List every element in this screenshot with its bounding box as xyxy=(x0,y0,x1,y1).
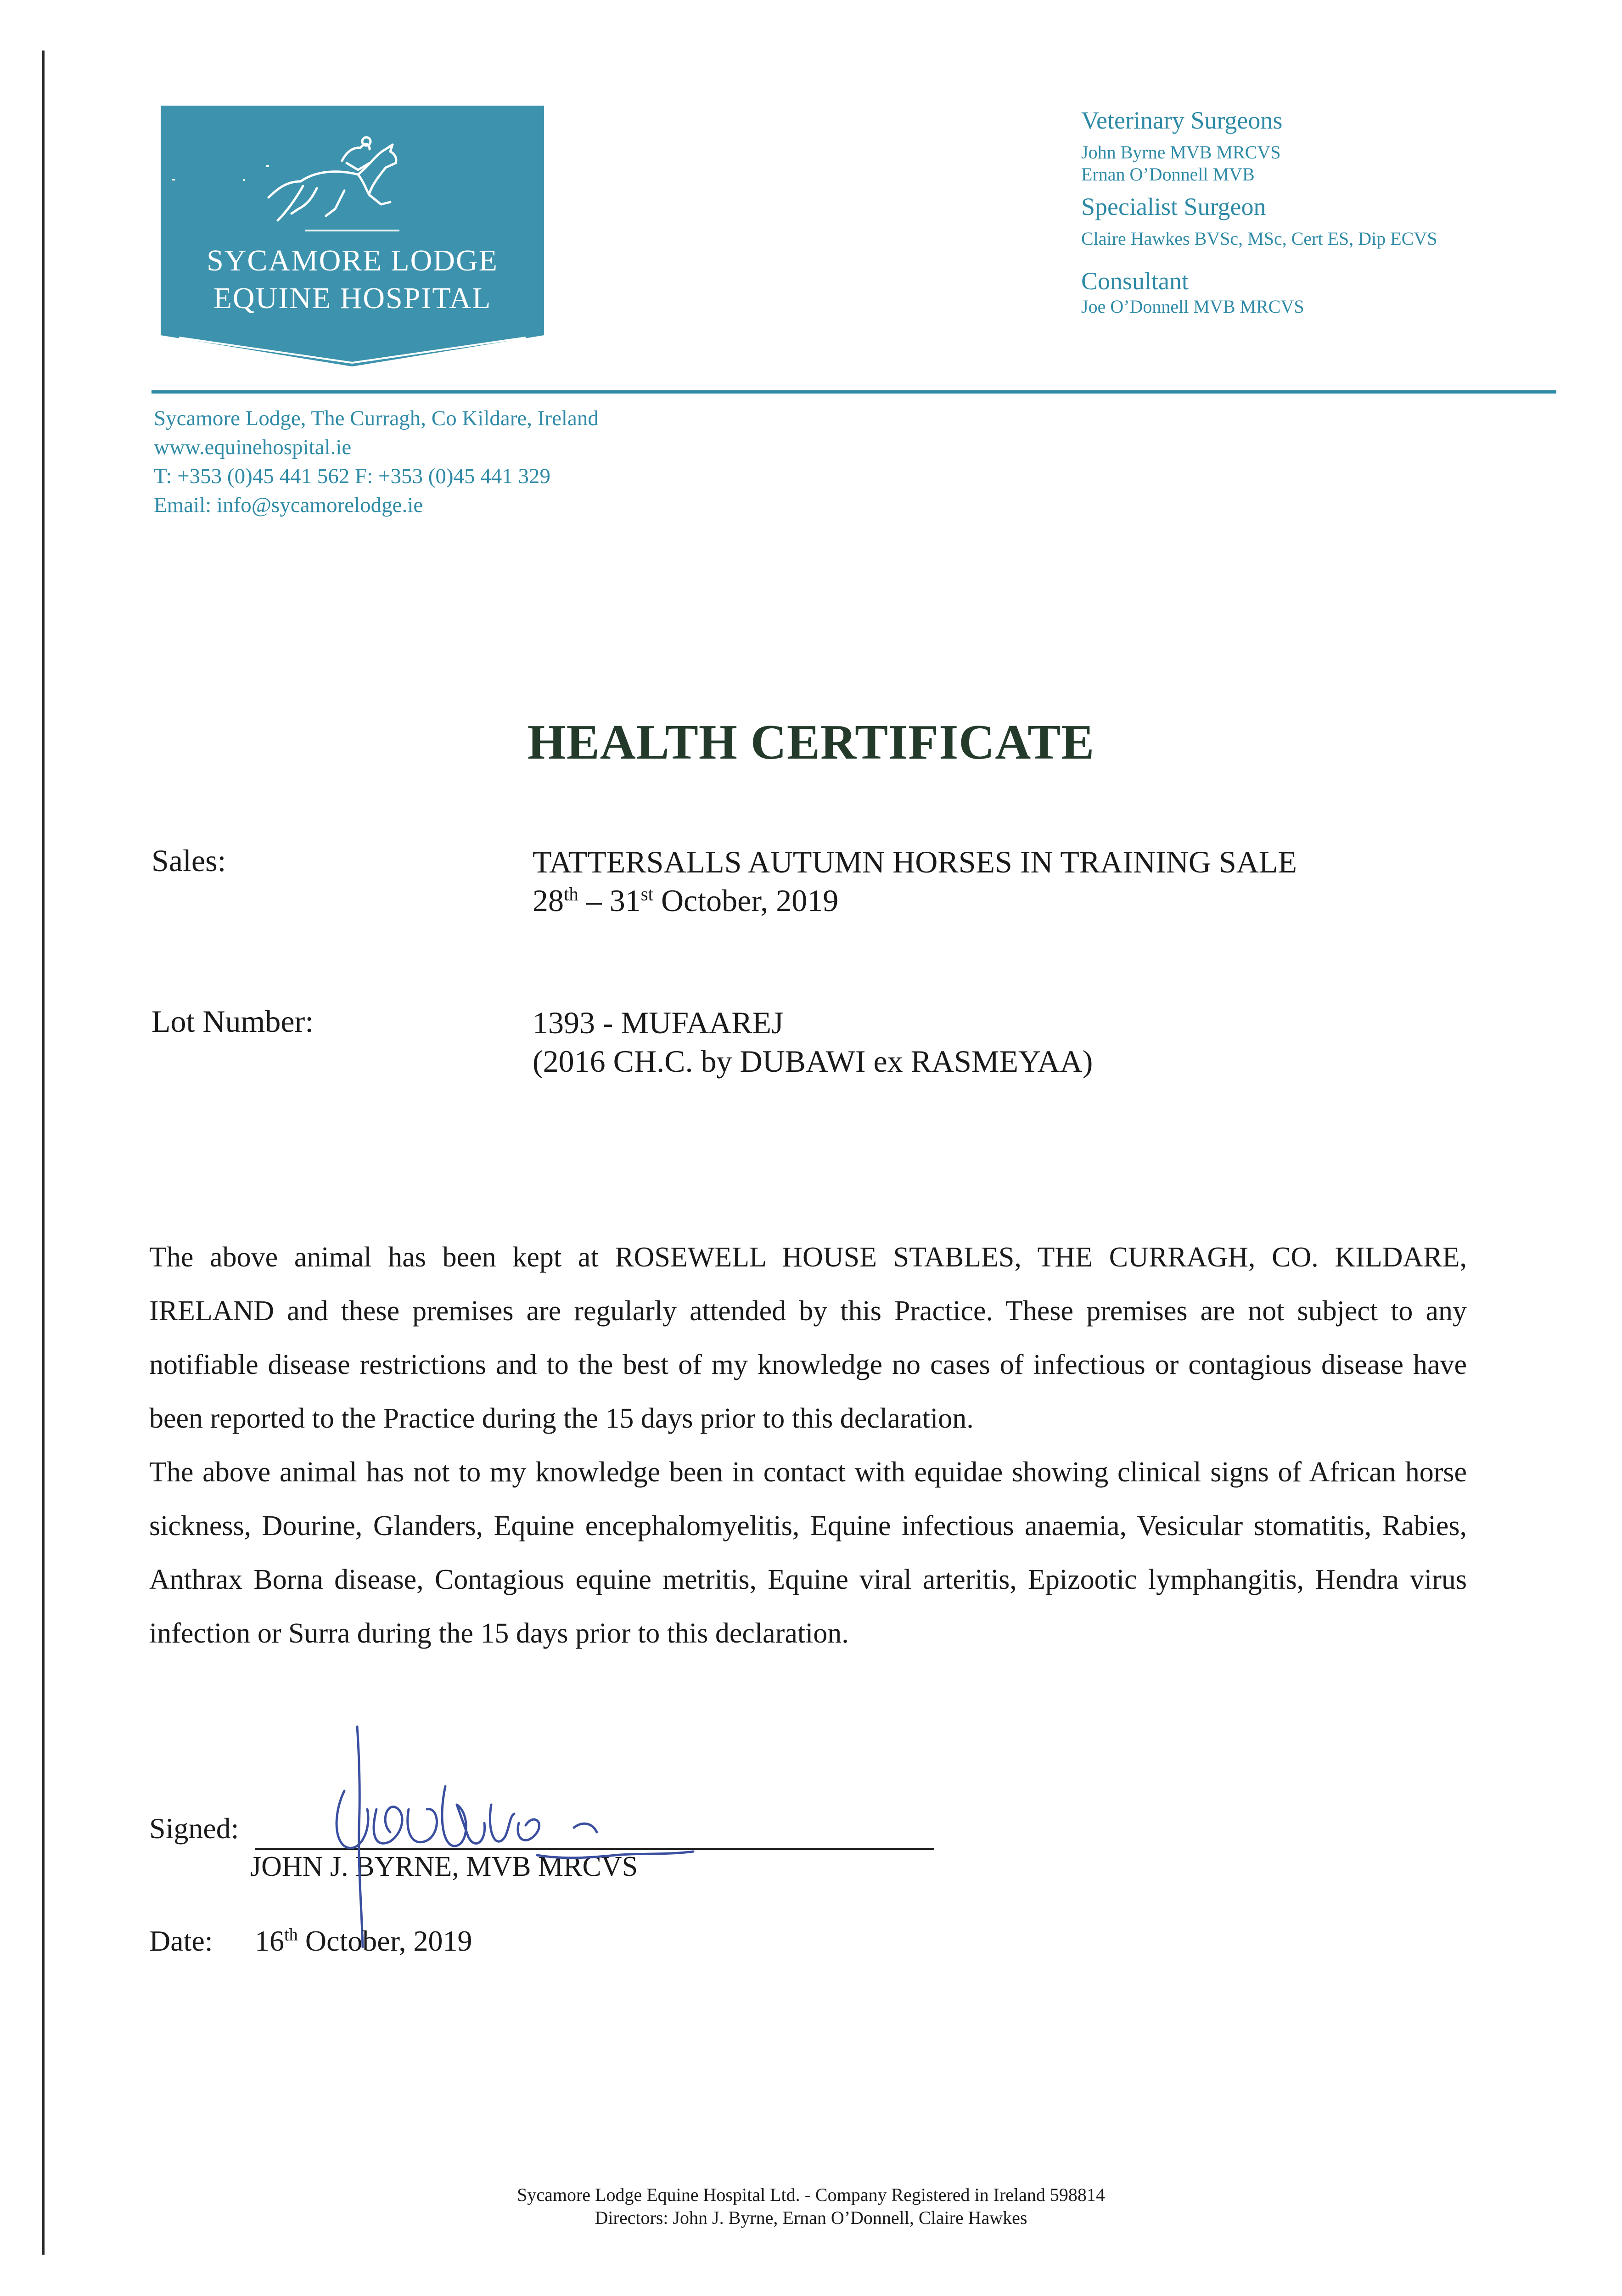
declaration-paragraph: The above animal has been kept at ROSEWELL HOUSE STABLES, THE CURRAGH, CO. KILDARE, IRELAND and these premises are regularly attended by this Practice. These premises are not subject to any notifiable disease restrictions and to the best of my knowledge no cases of infectious or contagious disease have been reported to the Practice during the 15 days prior to this declaration. xyxy=(149,1242,1467,1434)
vet-name: Ernan O’Donnell MVB xyxy=(1081,164,1255,185)
declaration-paragraph: The above animal has not to my knowledge been in contact with equidae showing clinical signs of African horse sickness, Dourine, Glanders, Equine encephalomyelitis, Equine infectious anaemia, Vesicular stomatitis, Rabies, Anthrax Borna disease, Contagious equine metritis, Equine viral arteritis, Epizootic lymphangitis, Hendra virus infection or Surra during the 15 days prior to this declaration. xyxy=(149,1457,1467,1649)
sales-name: TATTERSALLS AUTUMN HORSES IN TRAINING SALE xyxy=(533,844,1297,879)
sales-value xyxy=(533,843,1297,920)
company-registration: Sycamore Lodge Equine Hospital Ltd. - Company Registered in Ireland 598814 xyxy=(517,2184,1105,2205)
signatory-name: JOHN J. BYRNE, MVB MRCVS xyxy=(250,1851,638,1882)
page-title: HEALTH CERTIFICATE xyxy=(527,715,1095,770)
vet-heading: Veterinary Surgeons xyxy=(1081,107,1283,134)
directors-list: Directors: John J. Byrne, Ernan O’Donnell, Claire Hawkes xyxy=(595,2207,1027,2228)
vet-name: John Byrne MVB MRCVS xyxy=(1081,142,1281,163)
left-margin-rule xyxy=(42,51,45,2255)
date-value: 16th October, 2019 xyxy=(255,1925,472,1957)
signed-label: Signed: xyxy=(149,1812,239,1845)
consultant-name: Joe O’Donnell MVB MRCVS xyxy=(1081,296,1304,317)
lot-number: 1393 - MUFAAREJ xyxy=(533,1005,784,1040)
declaration-text xyxy=(149,1231,1467,1660)
handwritten-signature xyxy=(317,1717,753,1956)
sales-label: Sales: xyxy=(152,843,226,878)
specialist-heading: Specialist Surgeon xyxy=(1081,193,1266,220)
email-link[interactable]: Email: info@sycamorelodge.ie xyxy=(154,493,423,517)
date-label: Date: xyxy=(149,1925,213,1957)
sales-dates: 28th – 31st October, 2019 xyxy=(533,883,839,918)
lot-value xyxy=(533,1003,1093,1080)
website-link[interactable]: www.equinehospital.ie xyxy=(154,435,352,459)
staff-list xyxy=(1081,106,1586,318)
hospital-logo xyxy=(161,106,544,379)
lot-label: Lot Number: xyxy=(152,1004,314,1039)
lot-pedigree: (2016 CH.C. by DUBAWI ex RASMEYAA) xyxy=(533,1044,1093,1079)
consultant-heading: Consultant xyxy=(1081,267,1189,295)
header-divider xyxy=(152,390,1556,394)
logo-text-line2: EQUINE HOSPITAL xyxy=(213,281,492,315)
address-line: Sycamore Lodge, The Curragh, Co Kildare, Ireland xyxy=(154,406,599,430)
specialist-name: Claire Hawkes BVSc, MSc, Cert ES, Dip ECVS xyxy=(1081,228,1437,249)
logo-text-line1: SYCAMORE LODGE xyxy=(207,244,498,277)
contact-address xyxy=(154,404,599,520)
page-footer xyxy=(0,2183,1622,2229)
phone-fax: T: +353 (0)45 441 562 F: +353 (0)45 441 329 xyxy=(154,464,550,488)
